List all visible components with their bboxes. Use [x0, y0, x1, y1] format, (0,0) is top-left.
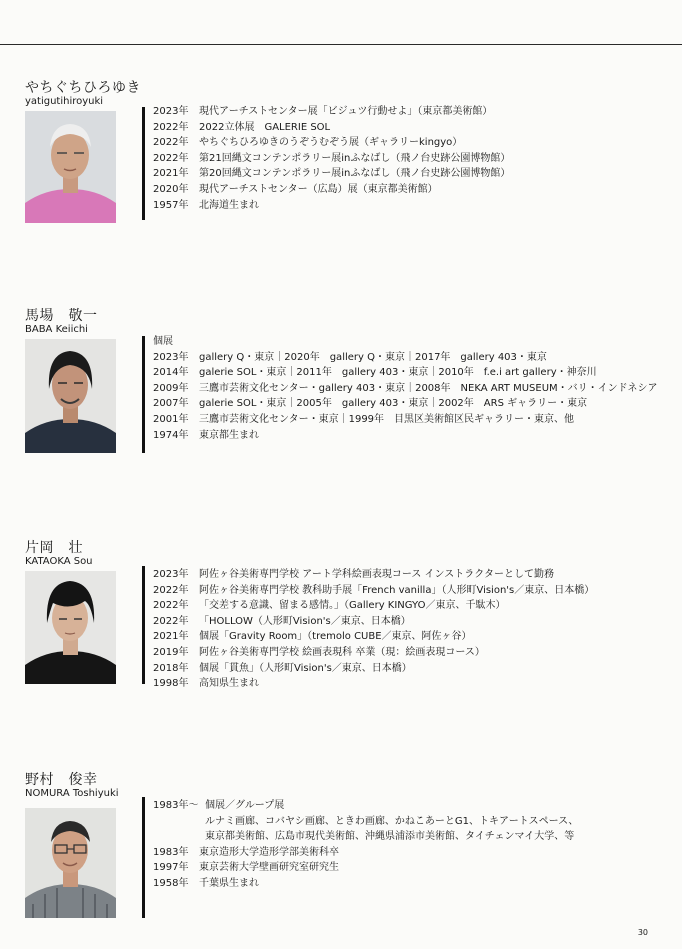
cv-text: 「HOLLOW（人形町Vision's／東京、日本橋）	[199, 615, 411, 627]
cv-continuation: 東京都美術館、広島市現代美術館、沖縄県浦添市美術館、タイチェンマイ大学、等	[205, 831, 575, 843]
cv-entry	[153, 135, 673, 151]
artist-name-en: BABA Keiichi	[25, 324, 88, 335]
cv-entry	[153, 120, 673, 136]
cv-text: やちぐちひろゆきのうぞうむぞう展（ギャラリーkingyo）	[199, 137, 463, 149]
cv-text: galerie SOL・東京｜2005年 gallery 403・東京｜2002年 ARS ギャラリー・東京	[199, 398, 588, 410]
cv-year: 2022年	[153, 152, 189, 164]
cv-text: 阿佐ヶ谷美術専門学校 絵画表現科 卒業（現：絵画表現コース）	[199, 646, 485, 658]
artist-photo	[25, 571, 116, 684]
cv-text: galerie SOL・東京｜2011年 gallery 403・東京｜2010年 f.e.i art gallery・神奈川	[199, 367, 597, 379]
cv-year: 2023年	[153, 106, 189, 117]
cv-text: 千葉県生まれ	[199, 877, 259, 889]
cv-entry	[153, 845, 673, 861]
cv-year: 2023年	[153, 569, 189, 580]
cv-text: 個展「Gravity Room」（tremolo CUBE／東京、阿佐ヶ谷）	[199, 631, 472, 643]
cv-text: 第20回縄文コンテンポラリー展inふなばし（飛ノ台史跡公園博物館）	[199, 168, 511, 180]
cv-entry	[153, 860, 673, 876]
cv-year: 1957年	[153, 199, 189, 211]
cv-entry	[153, 104, 673, 120]
cv-text: 第21回縄文コンテンポラリー展inふなばし（飛ノ台史跡公園博物館）	[199, 152, 511, 164]
cv-text: 阿佐ヶ谷美術専門学校 アート学科絵画表現コース インストラクターとして勤務	[199, 569, 555, 580]
cv-entry	[153, 661, 673, 677]
cv-year: 1983年〜	[153, 800, 199, 811]
cv-entry	[153, 166, 673, 182]
cv-year: 2020年	[153, 183, 189, 195]
cv-text: 三鷹市芸術文化センター・東京｜1999年 目黒区美術館区民ギャラリー・東京、他	[199, 413, 575, 425]
artist-photo	[25, 339, 116, 453]
cv-entry	[153, 876, 673, 892]
vertical-rule	[142, 336, 145, 453]
cv-list	[153, 567, 673, 692]
cv-year: 2018年	[153, 662, 189, 674]
cv-text: 東京芸術大学壁画研究室研究生	[199, 862, 339, 874]
cv-year: 2009年	[153, 382, 189, 394]
cv-entry	[153, 365, 673, 381]
cv-entry	[153, 350, 673, 366]
cv-entry	[153, 676, 673, 692]
cv-entry	[153, 151, 673, 167]
cv-text: 東京造形大学造形学部美術科卒	[199, 846, 339, 858]
cv-entry	[153, 798, 673, 814]
top-rule	[0, 44, 682, 45]
cv-text: 現代アーチストセンター（広島）展（東京都美術館）	[199, 183, 438, 195]
cv-year: 1958年	[153, 877, 189, 889]
artist-name-ja: 片岡 壮	[25, 540, 83, 556]
cv-continuation: ルナミ画廊、コバヤシ画廊、ときわ画廊、かねこあーとG1、トキアートスペース、	[205, 815, 579, 827]
cv-year: 2022年	[153, 584, 189, 596]
cv-section-label: 個展	[153, 336, 173, 347]
cv-text: 三鷹市芸術文化センター・gallery 403・東京｜2008年 NEKA ART MUSEUM・バリ・インドネシア	[199, 382, 658, 394]
artist-name-en: KATAOKA Sou	[25, 556, 93, 567]
cv-text: 個展／グループ展	[205, 800, 285, 811]
cv-year: 2022年	[153, 121, 189, 133]
cv-year: 2007年	[153, 398, 189, 410]
cv-entry	[153, 614, 673, 630]
page-number: 30	[637, 928, 648, 937]
cv-entry	[153, 182, 673, 198]
cv-text: 東京都生まれ	[199, 429, 259, 441]
cv-year: 1998年	[153, 678, 189, 690]
vertical-rule	[142, 797, 145, 918]
cv-year: 2014年	[153, 367, 189, 379]
cv-entry	[153, 428, 673, 444]
artist-name-en: yatigutihiroyuki	[25, 96, 104, 107]
cv-year: 2001年	[153, 413, 189, 425]
artist-yatiguti	[25, 80, 665, 230]
artist-name-ja: 野村 俊幸	[25, 772, 98, 788]
cv-entry	[153, 396, 673, 412]
artist-name-en: NOMURA Toshiyuki	[25, 788, 119, 799]
cv-entry	[153, 598, 673, 614]
cv-text: 「交差する意識、留まる感情。」（Gallery KINGYO／東京、千駄木）	[199, 600, 506, 612]
cv-year: 2019年	[153, 646, 189, 658]
cv-entry	[153, 583, 673, 599]
cv-entry	[153, 629, 673, 645]
cv-text: 個展「貫魚」（人形町Vision's／東京、日本橋）	[199, 662, 412, 674]
artist-name-ja: 馬場 敬一	[25, 308, 98, 324]
cv-year: 1974年	[153, 429, 189, 441]
vertical-rule	[142, 107, 145, 220]
vertical-rule	[142, 566, 145, 684]
cv-text: 北海道生まれ	[199, 199, 259, 211]
cv-year: 2022年	[153, 600, 189, 612]
artist-photo	[25, 111, 116, 223]
cv-entry	[153, 198, 673, 214]
artist-photo	[25, 808, 116, 918]
artist-baba	[25, 308, 665, 458]
cv-text: 2022立体展 GALERIE SOL	[199, 121, 331, 133]
cv-text: 阿佐ヶ谷美術専門学校 教科助手展「French vanilla」（人形町Vision's／東京、日本橋）	[199, 584, 595, 596]
cv-text: gallery Q・東京｜2020年 gallery Q・東京｜2017年 gallery 403・東京	[199, 351, 547, 363]
cv-list	[153, 798, 673, 892]
cv-entry	[153, 381, 673, 397]
cv-text: 高知県生まれ	[199, 678, 259, 690]
cv-year: 1983年	[153, 846, 189, 858]
cv-year: 1997年	[153, 862, 189, 874]
cv-year: 2023年	[153, 351, 189, 363]
cv-text: 現代アーチストセンター展「ビジュツ行動せよ」（東京都美術館）	[199, 106, 493, 117]
cv-year: 2021年	[153, 631, 189, 643]
artist-nomura	[25, 772, 665, 922]
cv-list	[153, 334, 673, 443]
cv-list	[153, 104, 673, 213]
cv-entry	[153, 412, 673, 428]
cv-year: 2021年	[153, 168, 189, 180]
artist-kataoka	[25, 540, 665, 690]
cv-entry	[153, 567, 673, 583]
cv-entry	[153, 645, 673, 661]
artist-name-ja: やちぐちひろゆき	[25, 80, 141, 96]
cv-year: 2022年	[153, 615, 189, 627]
cv-year: 2022年	[153, 137, 189, 149]
